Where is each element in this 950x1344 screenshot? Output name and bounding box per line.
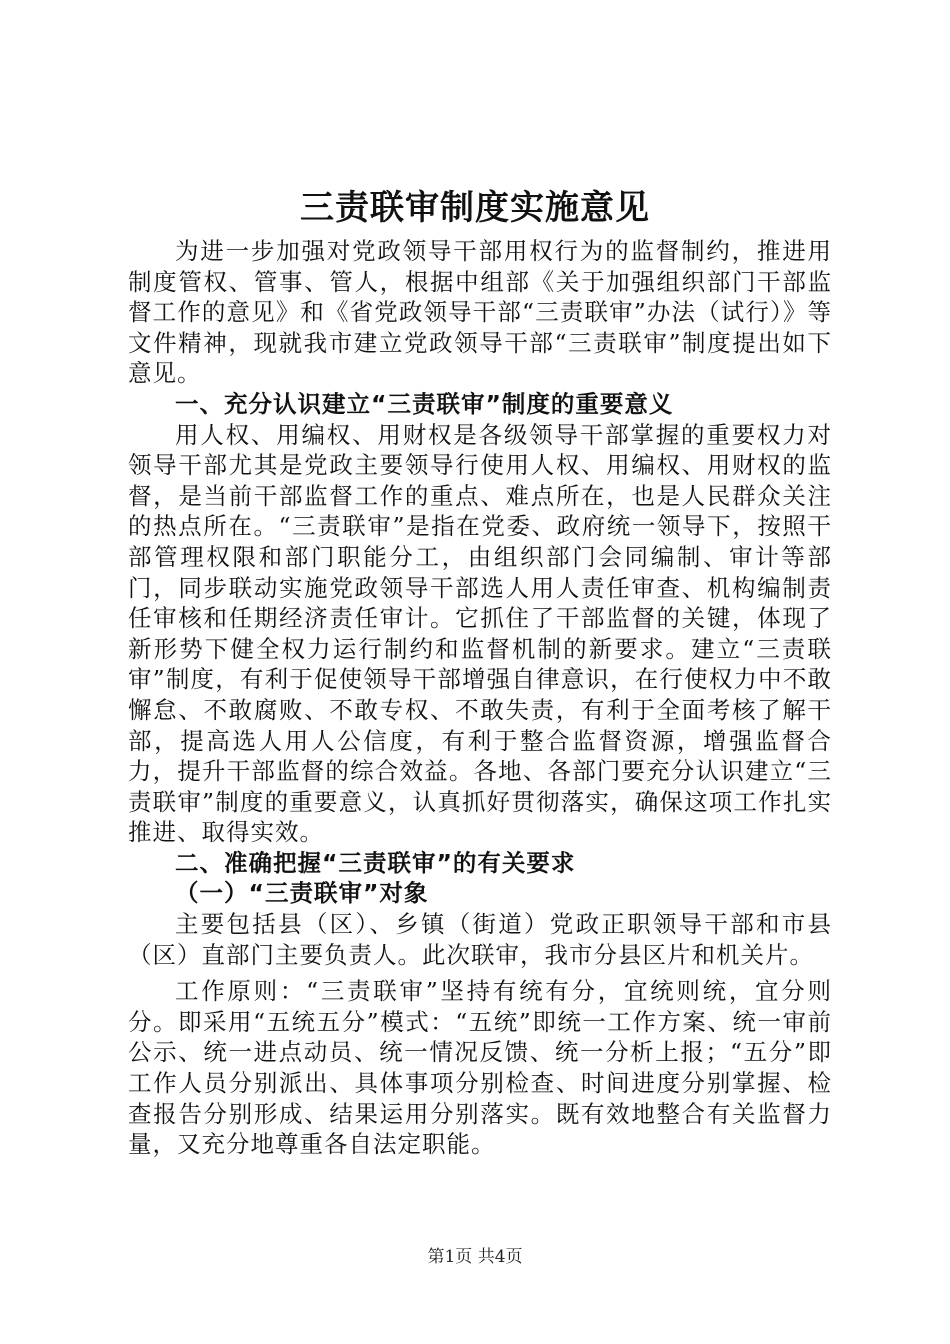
section-heading-1: 一、充分认识建立“三责联审”制度的重要意义 <box>175 389 674 418</box>
intro-paragraph: 为进一步加强对党政领导干部用权行为的监督制约，推进用制度管权、管事、管人，根据中组部《关于加强组织部门干部监督工作的意见》和《省党政领导干部“三责联审”办法（试行）》等文件精神，现就我市建立党政领导干部“三责联审”制度提出如下意见。 <box>128 237 832 388</box>
document-body <box>128 236 832 1160</box>
section-1-paragraph: 用人权、用编权、用财权是各级领导干部掌握的重要权力对领导干部尤其是党政主要领导行使用人权、用编权、用财权的监督，是当前干部监督工作的重点、难点所在，也是人民群众关注的热点所在。“三责联审”是指在党委、政府统一领导下，按照干部管理权限和部门职能分工，由组织部门会同编制、审计等部门，同步联动实施党政领导干部选人用人责任审查、机构编制责任审核和任期经济责任审计。它抓住了干部监督的关键，体现了新形势下健全权力运行制约和监督机制的新要求。建立“三责联审”制度，有利于促使领导干部增强自律意识，在行使权力中不敢懈怠、不敢腐败、不敢专权、不敢失责，有利于全面考核了解干部，提高选人用人公信度，有利于整合监督资源，增强监督合力，提升干部监督的综合效益。各地、各部门要充分认识建立“三责联审”制度的重要意义，认真抓好贯彻落实，确保这项工作扎实推进、取得实效。 <box>128 420 832 847</box>
targets-paragraph: 主要包括县（区）、乡镇（街道）党政正职领导干部和市县（区）直部门主要负责人。此次联审，我市分县区片和机关片。 <box>128 910 832 969</box>
section-heading-2: 二、准确把握“三责联审”的有关要求 <box>175 848 576 877</box>
subsection-heading-1: （一）“三责联审”对象 <box>175 879 429 908</box>
page-footer: 第1页 共4页 <box>427 1247 523 1267</box>
principles-paragraph: 工作原则：“三责联审”坚持有统有分，宜统则统，宜分则分。即采用“五统五分”模式：“五统”即统一工作方案、统一审前公示、统一进点动员、统一情况反馈、统一分析上报；“五分”即工作人员分别派出、具体事项分别检查、时间进度分别掌握、检查报告分别形成、结果运用分别落实。既有效地整合有关监督力量，又充分地尊重各自法定职能。 <box>128 977 832 1159</box>
document-title: 三责联审制度实施意见 <box>300 188 650 228</box>
